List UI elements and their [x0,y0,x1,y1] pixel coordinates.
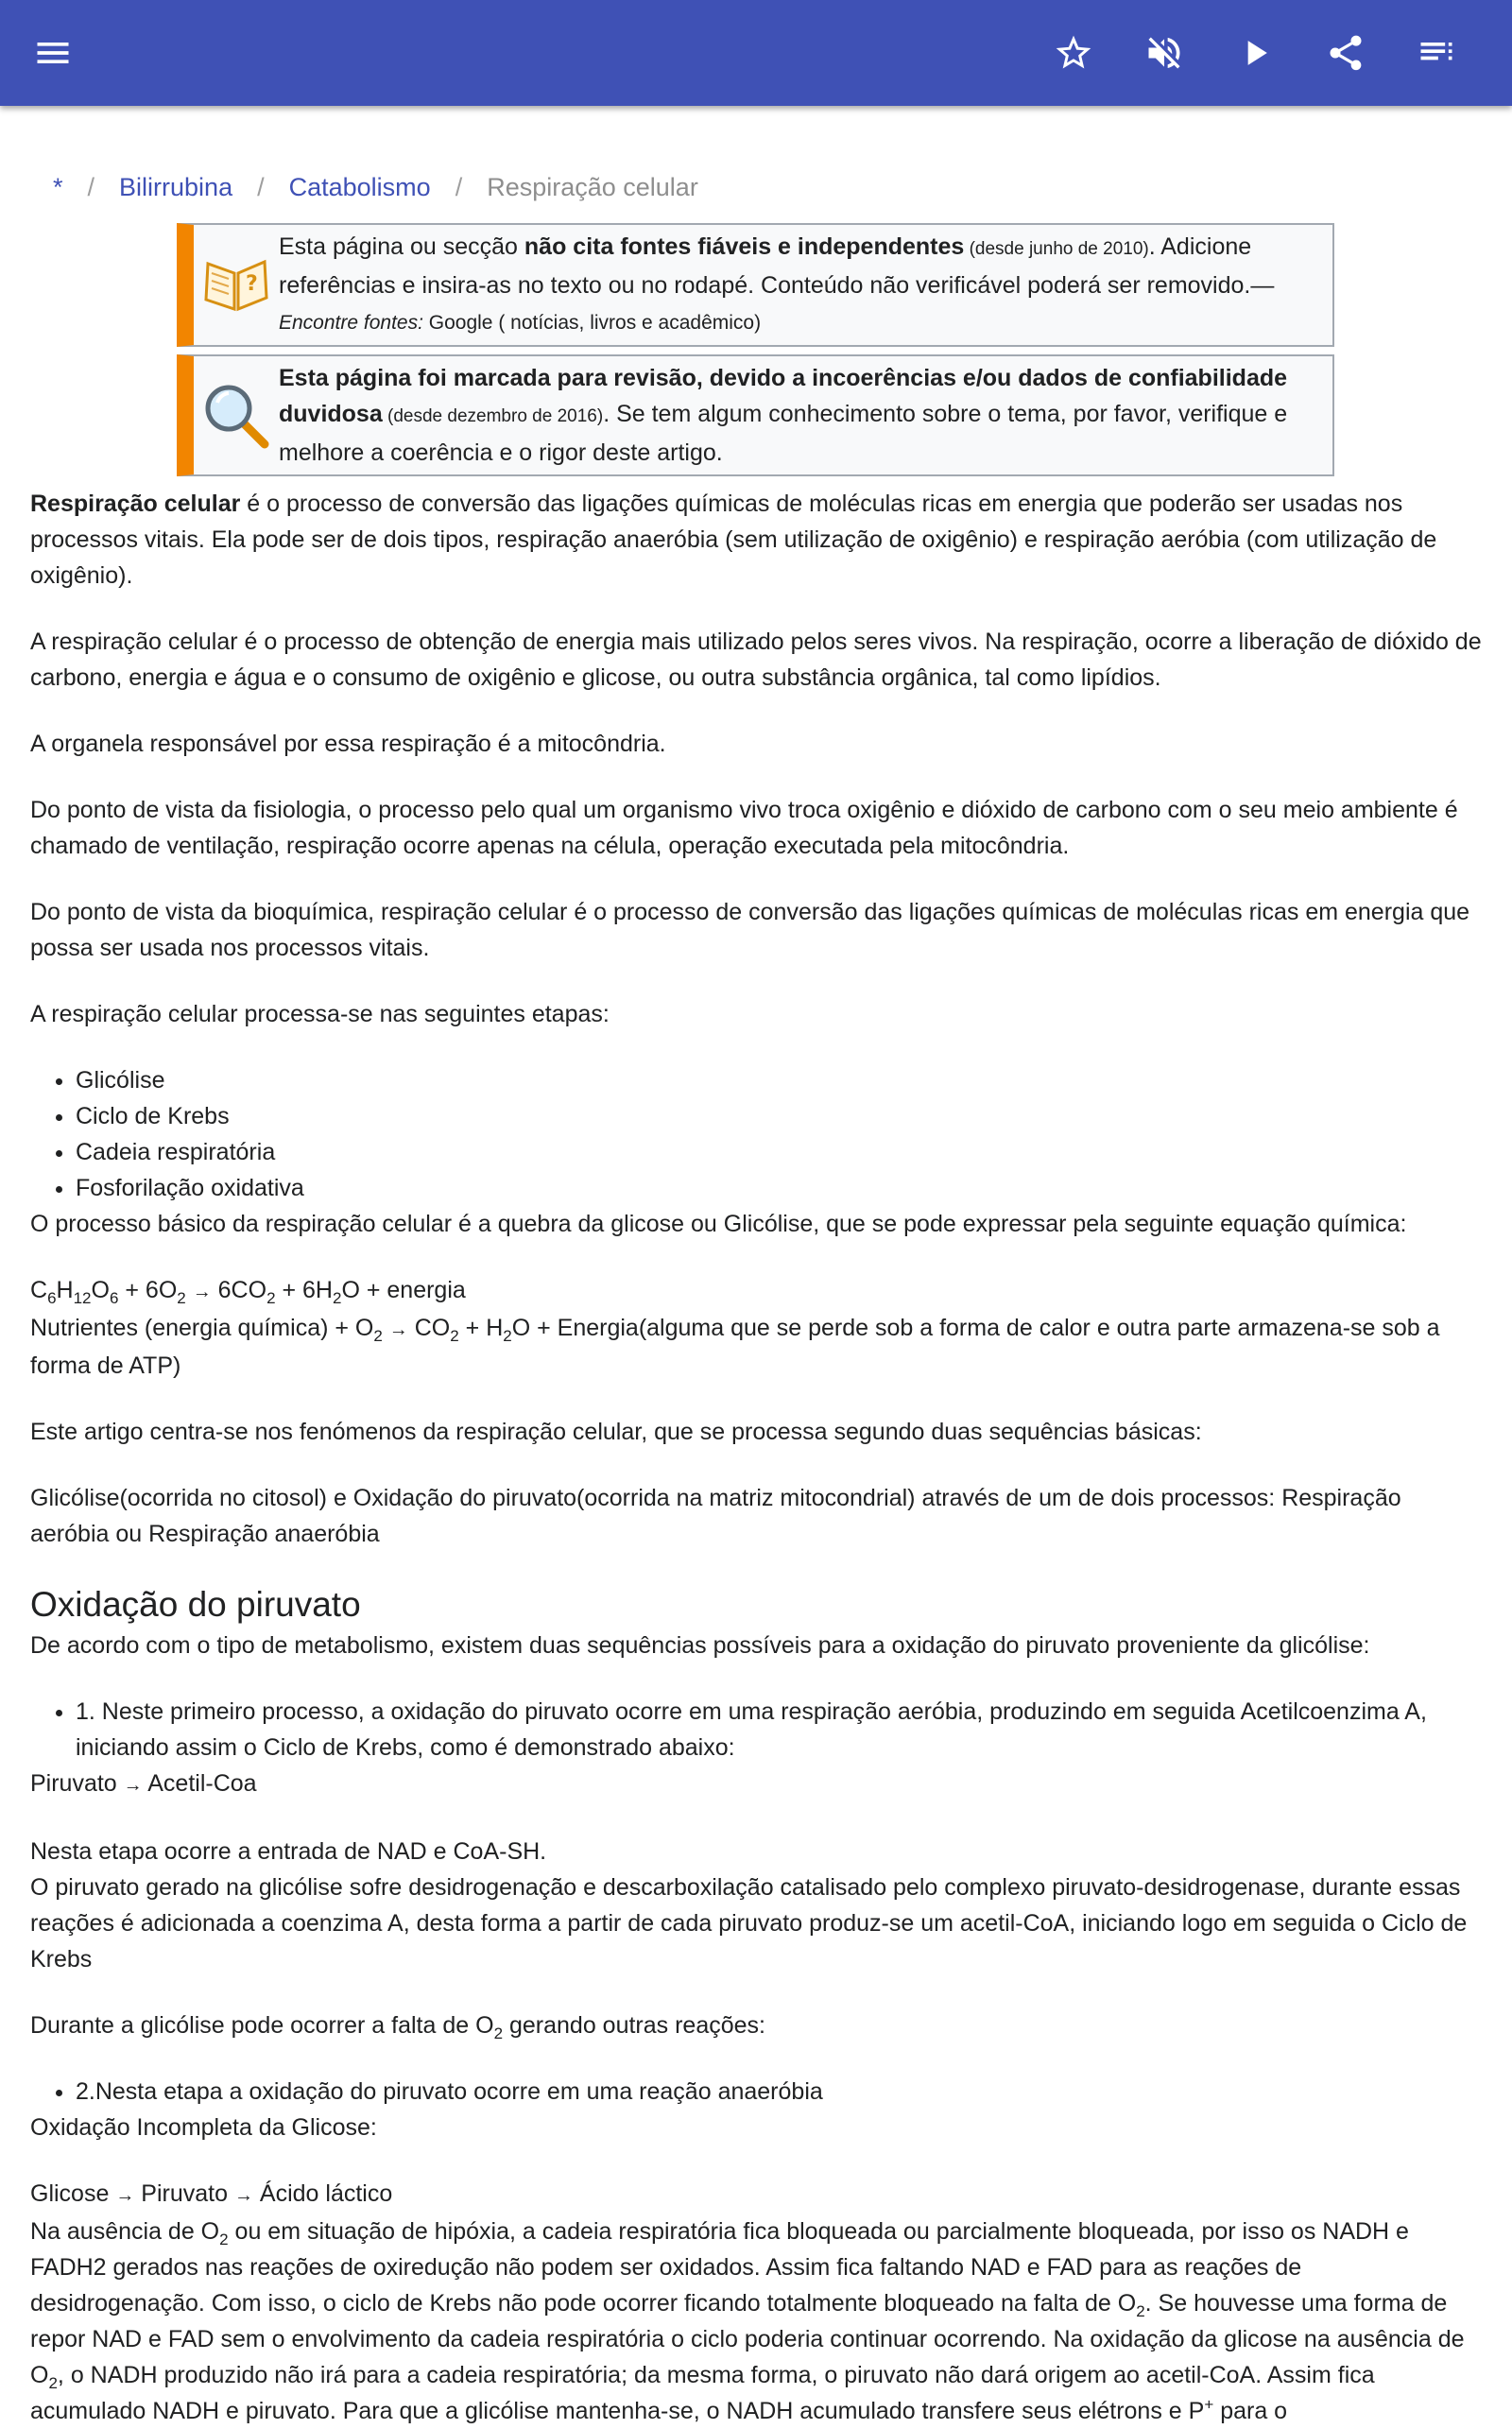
review-notice [177,354,1334,476]
paragraph: Do ponto de vista da fisiologia, o processo pelo qual um organismo vivo troca oxigênio e dióxido de carbono com o seu meio ambiente é chamado de ventilação, respiração ocorre apenas na célula, operação executada pela mitocôndria. [30,797,1458,859]
paragraph: Glicólise(ocorrida no citosol) e Oxidação do piruvato(ocorrida na matriz mitocondrial) através de um de dois processos: Respiração aeróbia ou Respiração anaeróbia [30,1485,1401,1547]
breadcrumb-home-link[interactable]: * [53,173,63,201]
paragraph: Durante a glicólise pode ocorrer a falta de $O_2$ gerando outras reações: [30,2012,765,2042]
mute-icon[interactable] [1136,25,1193,81]
breadcrumb-current: Respiração celular [487,173,698,201]
chemical-equation: $C_6H_{12}O_6 + 6O_2 \to 6CO_2 + 6H_2O$ + energia [30,1277,466,1307]
playlist-icon[interactable] [1408,25,1465,81]
breadcrumb-separator: / [257,173,265,201]
pyruvate-equation: Piruvato → Acetil-Coa [30,1770,257,1797]
open-book-icon [194,229,279,341]
no-sources-notice [177,223,1334,347]
process-list-2 [30,2074,1482,2110]
list-item: • Cadeia respiratória [76,1134,1482,1170]
list-item: • 2.Nesta etapa a oxidação do piruvato ocorre em uma reação anaeróbia [76,2074,1482,2110]
no-sources-text: Esta página ou secção não cita fontes fiáveis e independentes (desde junho de 2010). Adicione referências e insira-as no texto ou no rodapé. Conteúdo não verificável poderá ser removido.— Encontre fontes: Google ( notícias, livros e acadêmico) [279,233,1275,334]
paragraph: O piruvato gerado na glicólise sofre desidrogenação e descarboxilação catalisado pelo complexo piruvato-desidrogenase, durante essas reações é adicionada a coenzima A, desta forma a partir de cada piruvato produz-se um acetil-CoA, iniciando logo em seguida o Ciclo de Krebs [30,1874,1468,1972]
paragraph: A respiração celular processa-se nas seguintes etapas: [30,1001,610,1027]
section-heading: Oxidação do piruvato [30,1585,361,1624]
breadcrumb-link-catabolismo[interactable]: Catabolismo [288,173,431,201]
play-icon[interactable] [1227,25,1283,81]
paragraph: A organela responsável por essa respiração é a mitocôndria. [30,731,666,757]
list-item: • Ciclo de Krebs [76,1098,1482,1134]
stages-list [30,1062,1482,1206]
list-item: • Glicólise [76,1062,1482,1098]
paragraph: Este artigo centra-se nos fenómenos da respiração celular, que se processa segundo duas sequências básicas: [30,1419,1202,1445]
paragraph: Do ponto de vista da bioquímica, respiração celular é o processo de conversão das ligações químicas de moléculas ricas em energia que possa ser usada nos processos vitais. [30,899,1470,961]
hamburger-menu-icon[interactable] [25,25,81,81]
review-notice-text: Esta página foi marcada para revisão, devido a incoerências e/ou dados de confiabilidade duvidosa (desde dezembro de 2016). Se tem algum conhecimento sobre o tema, por favor, verifique e melhore a coerência e o rigor deste artigo. [279,365,1288,466]
nutrients-equation: Nutrientes (energia química) + $O_2 \to CO_2 + H_2O$ + Energia(alguma que se perde sob a forma de calor e outra parte armazena-se sob a forma de ATP) [30,1315,1440,1379]
find-sources-links[interactable]: Google ( notícias, livros e acadêmico) [422,312,762,334]
list-item: • 1. Neste primeiro processo, a oxidação do piruvato ocorre em uma respiração aeróbia, produzindo em seguida Acetilcoenzima A, iniciando assim o Ciclo de Krebs, como é demonstrado abaixo: [76,1694,1482,1766]
breadcrumb-link-bilirrubina[interactable]: Bilirrubina [119,173,233,201]
paragraph: Oxidação Incompleta da Glicose: [30,2114,377,2141]
article-content [30,106,1482,2429]
list-item: • Fosforilação oxidativa [76,1170,1482,1206]
breadcrumb [30,168,1482,206]
lactic-equation: Glicose → Piruvato → Ácido láctico [30,2180,393,2207]
star-icon[interactable] [1045,25,1102,81]
paragraph: A respiração celular é o processo de obtenção de energia mais utilizado pelos seres vivos. Na respiração, ocorre a liberação de dióxido de carbono, energia e água e o consumo de oxigênio e glicose, ou outra substância orgânica, tal como lipídios. [30,629,1482,691]
share-icon[interactable] [1317,25,1374,81]
paragraph: Na ausência de $O_2$ ou em situação de hipóxia, a cadeia respiratória fica bloqueada ou parcialmente bloqueada, por isso os NADH e FADH2 gerados nas reações de oxiredução não podem ser oxidados. Assim fica faltando NAD e FAD para as reações de desidrogenação. Com isso, o ciclo de Krebs não pode ocorrer ficando totalmente bloqueado na falta de $O_2$. Se houvesse uma forma de repor NAD e FAD sem o envolvimento da cadeia respiratória o ciclo poderia continuar ocorrendo. Na oxidação da glicose na ausência de $O_2$, o NADH produzido não irá para a cadeia respiratória; da mesma forma, o piruvato não dará origem ao acetil-CoA. Assim fica acumulado NADH e piruvato. Para que a glicólise mantenha-se, o NADH acumulado transfere seus elétrons e P+ para o [30,2218,1465,2424]
breadcrumb-separator: / [455,173,463,201]
process-list-1 [30,1694,1482,1766]
breadcrumb-separator: / [87,173,95,201]
intro-paragraph: Respiração celular é o processo de conversão das ligações químicas de moléculas ricas em energia que poderão ser usadas nos processos vitais. Ela pode ser de dois tipos, respiração anaeróbia (sem utilização de oxigênio) e respiração aeróbia (com utilização de oxigênio). [30,491,1437,589]
paragraph: De acordo com o tipo de metabolismo, existem duas sequências possíveis para a oxidação do piruvato proveniente da glicólise: [30,1632,1370,1659]
paragraph: O processo básico da respiração celular é a quebra da glicose ou Glicólise, que se pode expressar pela seguinte equação química: [30,1211,1407,1237]
magnifier-icon [194,360,279,471]
paragraph: Nesta etapa ocorre a entrada de NAD e CoA-SH. [30,1838,547,1865]
svg-text:?: ? [246,271,258,296]
app-toolbar [0,0,1512,106]
